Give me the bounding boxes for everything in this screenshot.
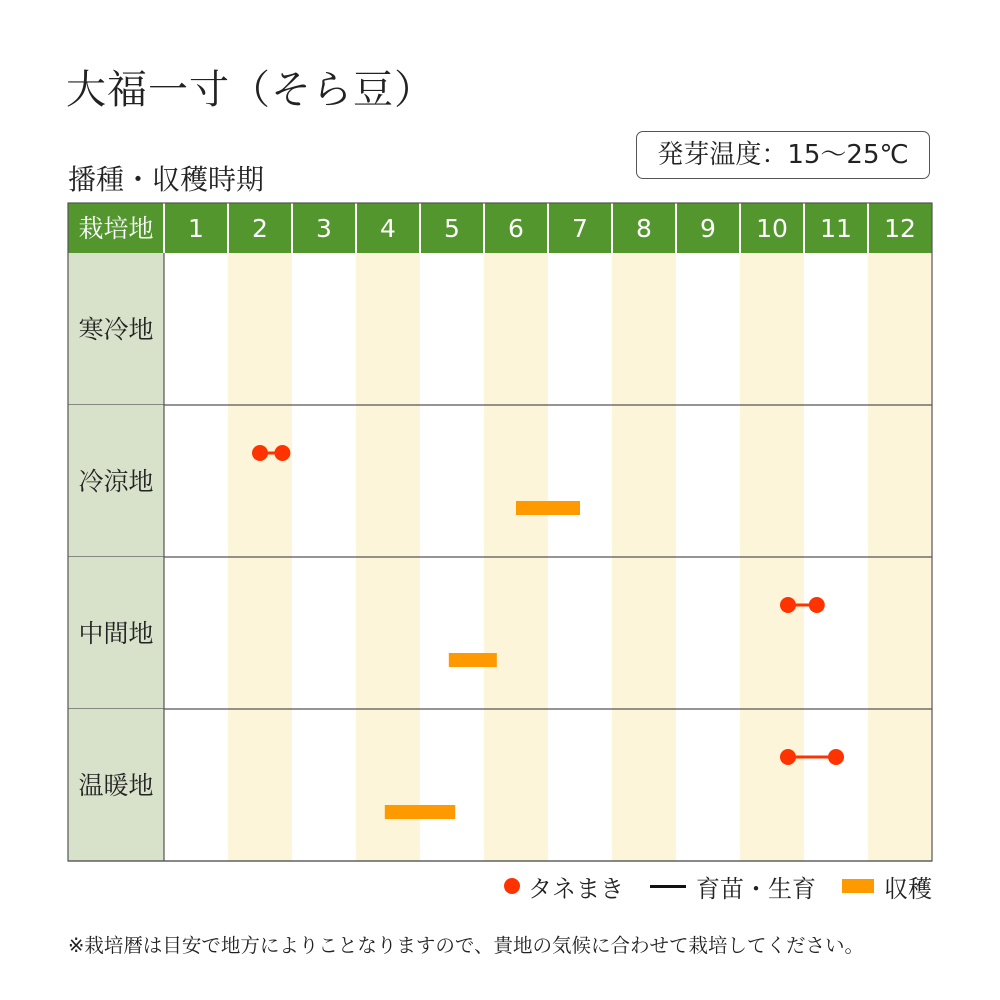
month-header (68, 203, 932, 253)
sowing-end-point (274, 445, 290, 461)
sowing-end-point (828, 749, 844, 765)
month-tick-label: 10 (756, 214, 788, 243)
month-tick-label: 12 (884, 214, 916, 243)
month-tick-label: 1 (188, 214, 204, 243)
page-title: 大福一寸（そら豆） (66, 67, 435, 113)
legend-harvest (842, 869, 932, 904)
month-tick-label: 8 (636, 214, 652, 243)
region-label: 冷涼地 (78, 467, 154, 496)
sowing-end-point (809, 597, 825, 613)
month-tick-label: 9 (700, 214, 716, 243)
header-region-label: 栽培地 (78, 214, 154, 243)
month-tick-label: 3 (316, 214, 332, 243)
sowing-start-point (252, 445, 268, 461)
sowing-start-point (780, 749, 796, 765)
harvest-bar-icon (842, 879, 874, 893)
region-label: 温暖地 (78, 771, 154, 800)
sowing-dot-icon (504, 878, 520, 894)
chart-subtitle: 播種・収穫時期 (68, 163, 265, 196)
germination-temperature-box: 発芽温度：15～25℃ (636, 131, 930, 179)
harvest-bar (385, 805, 455, 819)
month-tick-label: 2 (252, 214, 268, 243)
legend-sowing (504, 869, 624, 904)
month-tick-label: 4 (380, 214, 396, 243)
month-tick-label: 6 (508, 214, 524, 243)
region-label: 寒冷地 (78, 315, 154, 344)
sowing-start-point (780, 597, 796, 613)
month-tick-label: 5 (444, 214, 460, 243)
month-tick-label: 11 (820, 214, 852, 243)
harvest-bar (449, 653, 497, 667)
seedling-line-icon (650, 885, 686, 888)
chart-legend (478, 870, 932, 902)
harvest-bar (516, 501, 580, 515)
month-tick-label: 7 (572, 214, 588, 243)
legend-sowing-label: タネまき (528, 874, 624, 903)
legend-seedling-label: 育苗・生育 (696, 874, 816, 903)
footnote: ※栽培暦は目安で地方によりことなりますので、貴地の気候に合わせて栽培してください。 (68, 934, 864, 957)
legend-harvest-label: 収穫 (884, 874, 932, 903)
region-label: 中間地 (78, 619, 154, 648)
legend-seedling (650, 869, 816, 904)
